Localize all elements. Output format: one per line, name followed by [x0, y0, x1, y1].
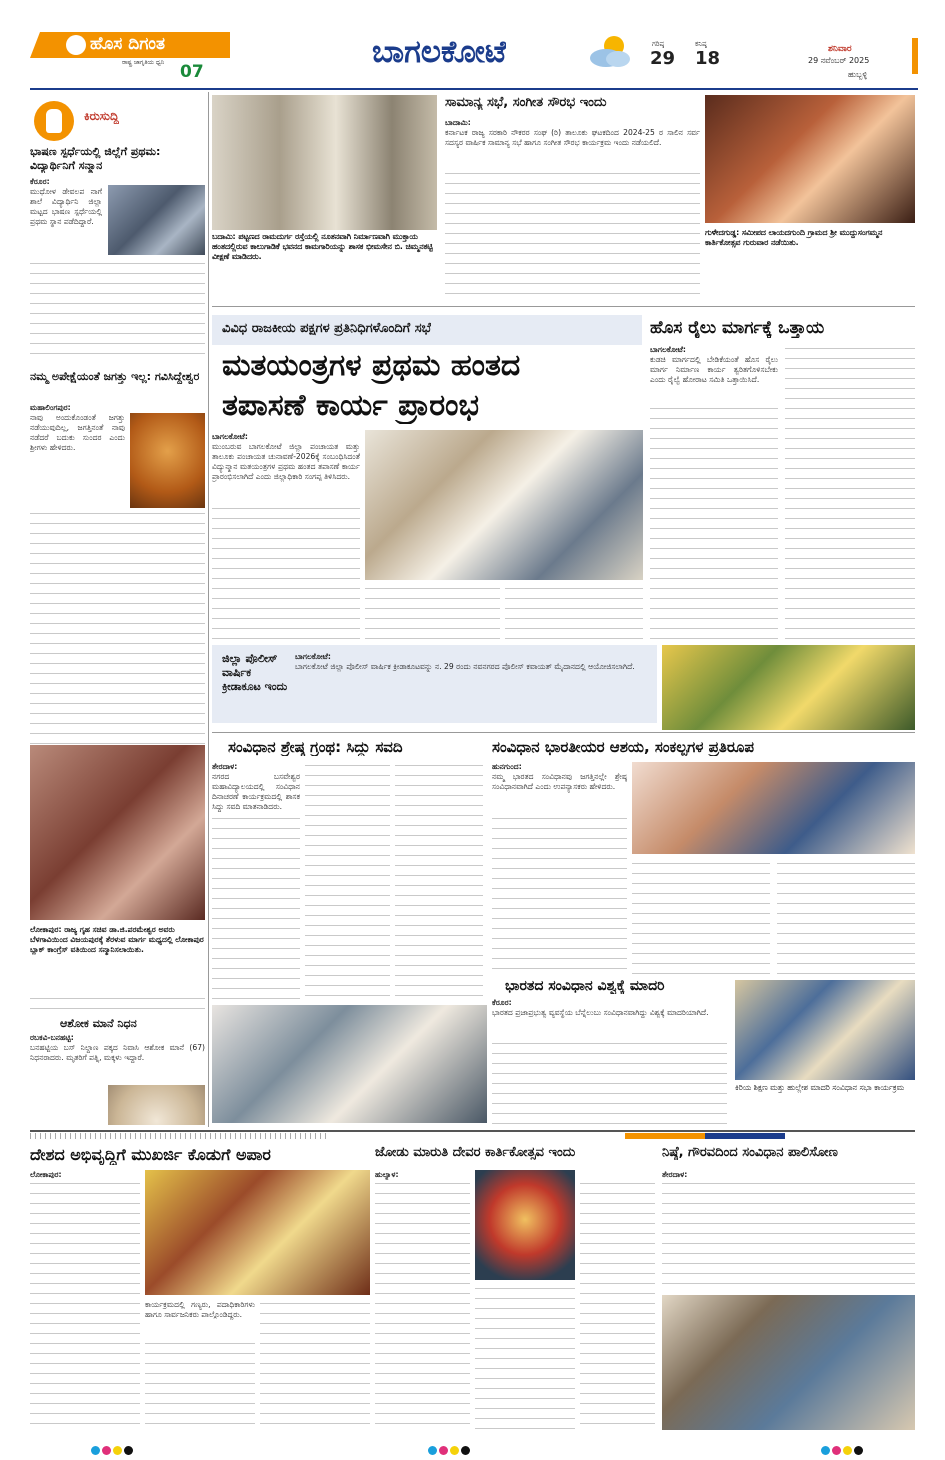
- page-number: 07: [180, 62, 204, 82]
- railway-title: ಹೊಸ ರೈಲು ಮಾರ್ಗಕ್ಕೆ ಒತ್ತಾಯ: [650, 318, 825, 338]
- brief-3-title: ಆಶೋಕ ಮಾನೆ ನಿಧನ: [60, 1017, 137, 1030]
- samvidhana1-title: ಸಂವಿಧಾನ ಶ್ರೇಷ್ಠ ಗ್ರಂಥ: ಸಿದ್ದು ಸವದಿ: [228, 738, 403, 756]
- kirusuddi-label: ಕಿರುಸುದ್ದಿ: [84, 109, 119, 123]
- nishte-body: [662, 1180, 915, 1290]
- samvidhana3-title: ಭಾರತದ ಸಂವಿಧಾನ ವಿಶ್ವಕ್ಕೆ ಮಾದರಿ: [505, 978, 665, 994]
- nishte-title: ನಿಷ್ಠೆ, ಗೌರವದಿಂದ ಸಂವಿಧಾನ ಪಾಲಿಸೋಣ: [662, 1145, 838, 1160]
- brief-1-title: ಭಾಷಣ ಸ್ಪರ್ಧೆಯಲ್ಲಿ ಜಿಲ್ಲೆಗೆ ಪ್ರಥಮ: ವಿದ್ಯಾರ್ಥಿನಿಗೆ ಸನ್ಮಾನ: [30, 145, 161, 172]
- samvidhana3-photo: [735, 980, 915, 1080]
- brand-tagline: ರಾಷ್ಟ್ರ ಜಾಗೃತಿಯ ಧ್ವನಿ: [122, 59, 165, 66]
- samvidhana2-col1: [492, 815, 627, 975]
- badami-photo: [212, 95, 437, 230]
- max-temp-label: ಗರಿಷ್ಠ: [652, 40, 665, 48]
- police-body: ಬಾಗಲಕೋಟೆ ಜಿಲ್ಲಾ ಪೊಲೀಸ್ ವಾರ್ಷಿಕ ಕ್ರೀಡಾಕೂಟವನ್ನು ನ. 29 ರಂದು ನವನಗರದ ಪೊಲೀಸ್ ಕವಾಯತ್ ಮೈದಾನದಲ್ಲಿ ಆಯೋಜಿಸಲಾಗಿದೆ.: [295, 662, 635, 671]
- samvidhana3-dateline: ಕೆರೂರ:: [492, 998, 512, 1007]
- brand-logo-icon: [66, 35, 86, 55]
- lead-kicker: ವಿವಿಧ ರಾಜಕೀಯ ಪಕ್ಷಗಳ ಪ್ರತಿನಿಧಿಗಳೊಂದಿಗೆ ಸಭೆ: [222, 321, 432, 336]
- samvidhana1-dateline: ತೇರದಾಳ:: [212, 762, 238, 771]
- nishte-dateline: ತೇರದಾಳ:: [662, 1170, 688, 1179]
- masthead-accent: [912, 38, 918, 74]
- date: 29 ನವೆಂಬರ್ 2025: [808, 56, 870, 65]
- lead-body-col2: [365, 585, 500, 640]
- mukherjee-photo: [145, 1170, 370, 1295]
- sangeetha-dateline: ಬಾದಾಮಿ:: [445, 118, 471, 127]
- samvidhana2-dateline: ಹುನಗುಂದ:: [492, 762, 522, 771]
- brief-3-body: ಬನಹಟ್ಟಿಯ ಬಸ್ ನಿಲ್ದಾಣ ಪಕ್ಕದ ನಿವಾಸಿ ಆಶೋಕ ಮಾನೆ (67) ನಿಧನರಾದರು. ಮೃತರಿಗೆ ಪತ್ನಿ, ಮಕ್ಕಳು ಇದ್ದಾರೆ.: [30, 1043, 205, 1062]
- bottom-accent-orange: [625, 1133, 705, 1139]
- samvidhana3-caption: ಕಿರಿಯ ಶಿಕ್ಷಣ ಮತ್ತು ಹುಲ್ಲೇಶ ಮಾದರಿ ಸಂವಿಧಾನ ಸಭಾ ಕಾರ್ಯಕ್ರಮ: [735, 1083, 905, 1092]
- brand-name: ಹೊಸ ದಿಗಂತ: [90, 34, 165, 54]
- bottom-accent-blue: [705, 1133, 785, 1139]
- section-title: ಬಾಗಲಕೋಟೆ: [372, 34, 507, 70]
- lead-photo: [365, 430, 643, 580]
- brief-1-body: ಮುಧೋಳ ಡೇವಲಪ ನಾಗೆ ಶಾಲೆ ವಿದ್ಯಾರ್ಥಿನಿ ಜಿಲ್ಲಾ ಮಟ್ಟದ ಭಾಷಣ ಸ್ಪರ್ಧೆಯಲ್ಲಿ ಪ್ರಥಮ ಸ್ಥಾನ ಪಡೆದಿದ್ದಾರೆ.: [30, 187, 102, 226]
- brief-2-body: ನಾವು ಅಂದುಕೊಂಡಂತೆ ಜಗತ್ತು ನಡೆಯುವುದಿಲ್ಲ, ಜಗತ್ತಿನಂತೆ ನಾವು ನಡೆದರೆ ಬದುಕು ಸುಂದರ ಎಂದು ಶ್ರೀಗಳು ಹೇಳಿದರು.: [30, 413, 125, 452]
- print-marks-right: [820, 1440, 864, 1459]
- lokapur-caption: ಲೋಕಾಪುರ: ರಾಜ್ಯ ಗೃಹ ಸಚಿವ ಡಾ.ಜಿ.ಪರಮೇಶ್ವರ ಅವರು ಬೆಳಗಾವಿಯಿಂದ ವಿಜಯಪುರಕ್ಕೆ ತೆರಳುವ ಮಾರ್ಗ ಮಧ್ಯದಲ್ಲಿ ಲೋಕಾಪುರ ಬ್ಲಾಕ್ ಕಾಂಗ್ರೆಸ್ ವತಿಯಿಂದ ಸನ್ಮಾನಿಸಲಾಯಿತು.: [30, 925, 204, 954]
- samvidhana2-col3: [777, 860, 915, 975]
- sangeetha-title: ಸಾಮಾನ್ಯ ಸಭೆ, ಸಂಗೀತ ಸೌರಭ ಇಂದು: [445, 95, 607, 110]
- samvidhana1-body: ನಗರದ ಬಸವೇಶ್ವರ ಮಹಾವಿದ್ಯಾಲಯದಲ್ಲಿ ಸಂವಿಧಾನ ದಿನಾಚರಣೆ ಕಾರ್ಯಕ್ರಮದಲ್ಲಿ ಶಾಸಕ ಸಿದ್ದು ಸವದಿ ಮಾತನಾಡಿದರು.: [212, 772, 300, 811]
- samvidhana2-photo: [632, 762, 915, 854]
- samvidhana1-col1: [212, 815, 300, 1000]
- brief-2-title: ನಮ್ಮ ಅಪೇಕ್ಷೆಯಂತೆ ಜಗತ್ತು ಇಲ್ಲ: ಗವಿಸಿದ್ದೇಶ್ವರ: [30, 370, 200, 383]
- hand-icon: [46, 109, 62, 133]
- mukherjee-col2: [145, 1340, 255, 1430]
- weekday: ಶನಿವಾರ: [828, 44, 852, 54]
- samvidhana1-photo: [212, 1005, 487, 1123]
- lead-dateline: ಬಾಗಲಕೋಟೆ:: [212, 432, 248, 441]
- badami-caption: ಬದಾಮಿ: ಪಟ್ಟಣದ ರಾಮದುರ್ಗ ರಸ್ತೆಯಲ್ಲಿ ನೂತನವಾಗಿ ನಿರ್ಮಾಣವಾಗಿ ಮುಕ್ತಾಯ ಹಂತದಲ್ಲಿರುವ ಕಾಲುಗಾಡಿಕೆ ಭವನದ ಕಾಮಗಾರಿಯನ್ನು ಶಾಸಕ ಭೀಮಸೇನ ಬಿ. ಚಿಮ್ಮನಕಟ್ಟಿ ವೀಕ್ಷಣೆ ಮಾಡಿದರು.: [212, 232, 433, 261]
- brief-3-dateline: ರಬಕವಿ-ಬನಹಟ್ಟಿ:: [30, 1033, 74, 1042]
- lokapur-more: [30, 995, 205, 1015]
- masthead: [0, 0, 945, 90]
- kirusuddi-column: [30, 95, 205, 1125]
- guledgudda-caption: ಗುಳೇದಗುಡ್ಡ: ಸಮೀಪದ ಲಾಯದಗುಂದಿ ಗ್ರಾಮದ ಶ್ರೀ ಮುದ್ದುಸಂಗಮ್ಮನ ಕಾರ್ತಿಕೋತ್ಸವ ಗುರುವಾರ ನಡೆಯಿತು.: [705, 228, 883, 247]
- sangeetha-body: ಕರ್ನಾಟಕ ರಾಜ್ಯ ಸರಕಾರಿ ನೌಕರರ ಸಂಘ (ರಿ) ತಾಲೂಕು ಘಟಕದಿಂದ 2024-25 ರ ಸಾಲಿನ ಸರ್ವ ಸದಸ್ಯರ ವಾರ್ಷಿಕ ಸಾಮಾನ್ಯ ಸಭೆ ಹಾಗೂ ಸಂಗೀತ ಸೌರಭ ಕಾರ್ಯಕ್ರಮ ಇಂದು ನಡೆಯಲಿದೆ.: [445, 128, 700, 147]
- masthead-rule: [30, 88, 918, 90]
- brief-1-dateline: ಕೆರೂರ:: [30, 177, 50, 186]
- police-label: ಜಿಲ್ಲಾ ಪೊಲೀಸ್ ವಾರ್ಷಿಕ ಕ್ರೀಡಾಕೂಟ ಇಂದು: [222, 652, 288, 693]
- maruti-col1: [375, 1180, 470, 1430]
- lead-body-col1: [212, 505, 360, 640]
- maruti-col2: [475, 1285, 575, 1430]
- samvidhana2-col2: [632, 860, 770, 975]
- mukherjee-col3: [260, 1300, 370, 1430]
- bottom-rule: [30, 1130, 915, 1132]
- top-row-rule: [212, 306, 915, 307]
- obit-photo: [108, 1085, 205, 1125]
- brief-2-dateline: ಮಹಾಲಿಂಗಪುರ:: [30, 403, 71, 412]
- brief-1-photo: [108, 185, 205, 255]
- brand-block: [30, 32, 230, 84]
- mukherjee-body: ಕಾರ್ಯಕ್ರಮದಲ್ಲಿ ಗಣ್ಯರು, ಪದಾಧಿಕಾರಿಗಳು ಹಾಗೂ ಸಾರ್ವಜನಿಕರು ಪಾಲ್ಗೊಂಡಿದ್ದರು.: [145, 1300, 255, 1319]
- samvidhana2-title: ಸಂವಿಧಾನ ಭಾರತೀಯರ ಆಶಯ, ಸಂಕಲ್ಪಗಳ ಪ್ರತಿರೂಪ: [492, 738, 754, 756]
- left-column-divider: [208, 92, 209, 1127]
- railway-col2: [785, 345, 915, 640]
- weather-icon: [588, 32, 634, 70]
- samvidhana1-col2: [305, 762, 390, 1000]
- samvidhana3-more: [492, 1040, 727, 1125]
- guledgudda-photo: [705, 95, 915, 223]
- bottom-accent-left: [30, 1133, 330, 1139]
- max-temp: 29: [650, 48, 676, 69]
- mid-rule: [212, 732, 915, 733]
- railway-body: ಕುಡಚಿ ಮಾರ್ಗದಲ್ಲಿ ಬೇಡಿಕೆಯಂತೆ ಹೊಸ ರೈಲು ಮಾರ್ಗ ನಿರ್ಮಾಣ ಕಾರ್ಯ ತ್ವರಿತಗೊಳಿಸಬೇಕು ಎಂದು ರೈಲ್ವೆ ಹೋರಾಟ ಸಮಿತಿ ಒತ್ತಾಯಿಸಿದೆ.: [650, 355, 778, 384]
- mukherjee-title: ದೇಶದ ಅಭಿವೃದ್ಧಿಗೆ ಮುಖರ್ಜಿ ಕೊಡುಗೆ ಅಪಾರ: [30, 1145, 271, 1164]
- maruti-dateline: ಹುಲ್ಯಾಳ:: [375, 1170, 399, 1179]
- print-marks-left: [90, 1440, 134, 1459]
- samvidhana2-body: ನಮ್ಮ ಭಾರತದ ಸಂವಿಧಾನವು ಜಗತ್ತಿನಲ್ಲೇ ಶ್ರೇಷ್ಠ ಸಂವಿಧಾನವಾಗಿದೆ ಎಂದು ಉಪನ್ಯಾಸಕರು ಹೇಳಿದರು.: [492, 772, 627, 791]
- police-dateline: ಬಾಗಲಕೋಟೆ:: [295, 652, 331, 661]
- min-temp: 18: [695, 48, 721, 69]
- maruti-col3: [580, 1180, 655, 1430]
- maruti-photo: [475, 1170, 575, 1280]
- lead-headline-2: ತಪಾಸಣೆ ಕಾರ್ಯ ಪ್ರಾರಂಭ: [222, 388, 479, 423]
- railway-photo: [662, 645, 915, 730]
- brief-1-more: [30, 260, 205, 360]
- lead-body-col3: [505, 585, 643, 640]
- mukherjee-dateline: ಲೋಕಾಪುರ:: [30, 1170, 62, 1179]
- lead-body: ಮುಂಬರುವ ಬಾಗಲಕೋಟೆ ಜಿಲ್ಲಾ ಪಂಚಾಯತ ಮತ್ತು ತಾಲೂಕು ಪಂಚಾಯತ ಚುನಾವಣೆ-2026ಕ್ಕೆ ಸಂಬಂಧಿಸಿದಂತೆ ವಿದ್ಯುನ್ಮಾನ ಮತಯಂತ್ರಗಳ ಪ್ರಥಮ ಹಂತದ ತಪಾಸಣೆ ಕಾರ್ಯ ಪ್ರಾರಂಭಿಸಲಾಗಿದೆ ಎಂದು ಜಿಲ್ಲಾಧಿಕಾರಿ ಸಂಗಪ್ಪ ತಿಳಿಸಿದರು.: [212, 442, 360, 481]
- railway-dateline: ಬಾಗಲಕೋಟೆ:: [650, 345, 686, 354]
- kirusuddi-badge: [34, 101, 74, 141]
- samvidhana3-body: ಭಾರತದ ಪ್ರಜಾಪ್ರಭುತ್ವ ವ್ಯವಸ್ಥೆಯ ಬೆನ್ನೆಲುಬು ಸಂವಿಧಾನವಾಗಿದ್ದು ವಿಶ್ವಕ್ಕೆ ಮಾದರಿಯಾಗಿದೆ.: [492, 1008, 709, 1017]
- brief-2-more: [30, 510, 205, 745]
- samvidhana1-col3: [395, 762, 483, 1000]
- maruti-title: ಜೋಡು ಮಾರುತಿ ದೇವರ ಕಾರ್ತಿಕೋತ್ಸವ ಇಂದು: [375, 1145, 576, 1160]
- mukherjee-col1: [30, 1180, 140, 1430]
- min-temp-label: ಕನಿಷ್ಠ: [695, 40, 707, 48]
- lead-headline-1: ಮತಯಂತ್ರಗಳ ಪ್ರಥಮ ಹಂತದ: [222, 348, 521, 383]
- brief-2-photo: [130, 413, 205, 508]
- city: ಹುಬ್ಬಳ್ಳಿ: [848, 70, 868, 79]
- sangeetha-more: [445, 170, 700, 300]
- nishte-photo: [662, 1295, 915, 1430]
- railway-col1: [650, 405, 778, 640]
- print-marks-center: [427, 1440, 471, 1459]
- lokapur-photo: [30, 745, 205, 920]
